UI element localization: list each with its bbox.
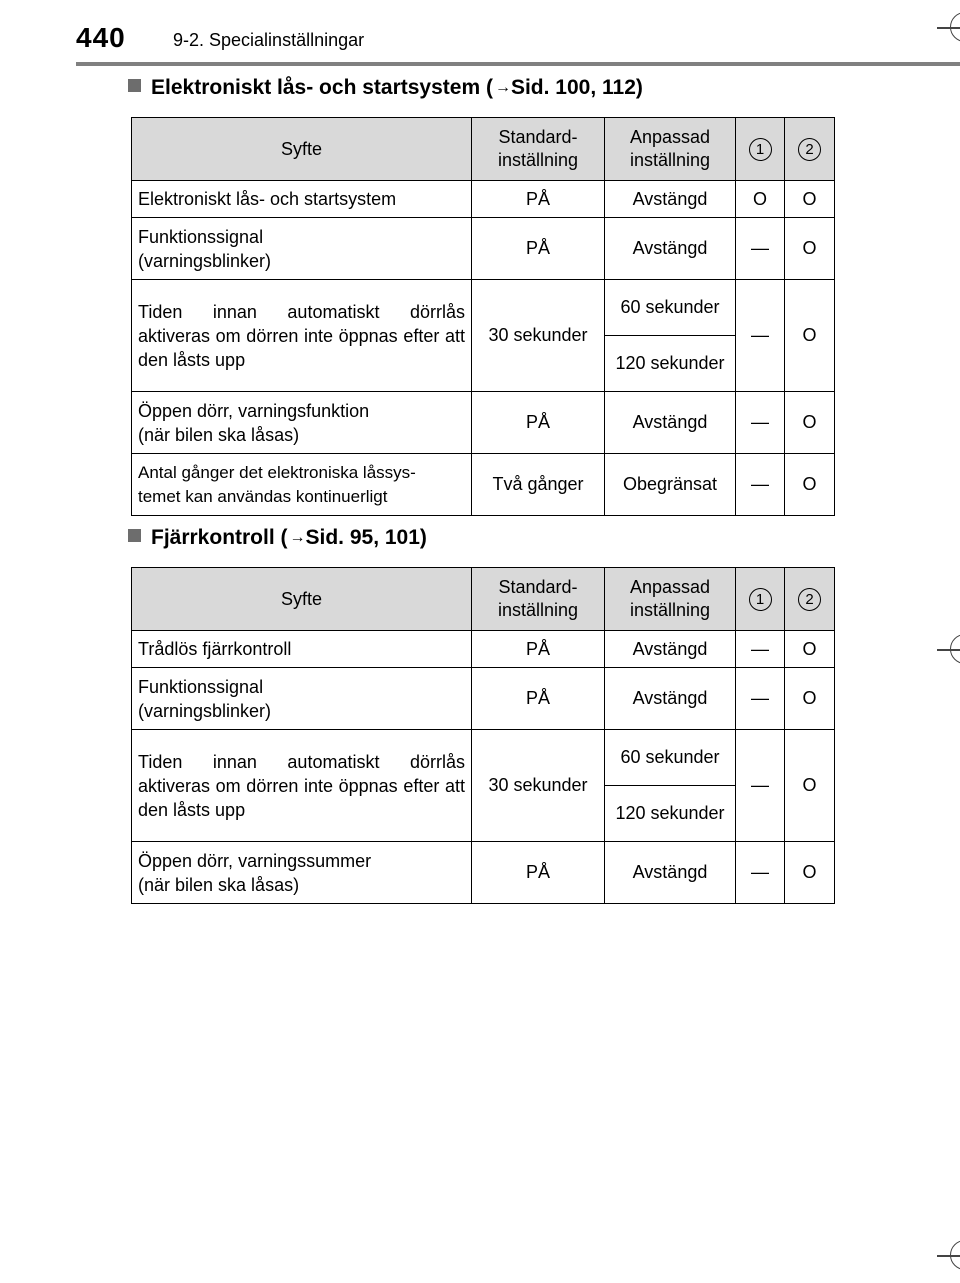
cell-custom: Avstängd — [605, 392, 736, 454]
cell-purpose: Funktionssignal (varningsblinker) — [132, 218, 472, 280]
option-120s: 120 sekunder — [605, 785, 735, 841]
col-method-1 — [736, 118, 785, 181]
square-bullet-icon — [128, 79, 141, 92]
col-method-2 — [785, 568, 835, 631]
col-method-1 — [736, 568, 785, 631]
cell-purpose: Trådlös fjärrkontroll — [132, 631, 472, 668]
cell-method-1: — — [736, 454, 785, 516]
arrow-icon: → — [494, 79, 511, 96]
cell-custom: Avstängd — [605, 668, 736, 730]
cell-method-2: O — [785, 454, 835, 516]
table-row — [132, 730, 835, 842]
cell-custom-options — [605, 280, 736, 392]
cell-method-2: O — [785, 668, 835, 730]
section-title-remote — [128, 526, 427, 550]
settings-table-smart-entry — [131, 117, 835, 516]
registration-mark-right — [950, 634, 960, 664]
cell-method-2: O — [785, 392, 835, 454]
cell-method-2: O — [785, 181, 835, 218]
cell-method-1: — — [736, 392, 785, 454]
page-number: 440 — [76, 22, 126, 53]
arrow-icon: → — [289, 529, 306, 546]
cell-default: 30 sekunder — [472, 730, 605, 842]
cell-purpose: Antal gånger det elektroniska låssys- temet kan användas kontinuerligt — [132, 454, 472, 516]
table-row — [132, 668, 835, 730]
registration-mark-top — [950, 12, 960, 42]
cell-custom: Avstängd — [605, 181, 736, 218]
cell-default: PÅ — [472, 842, 605, 904]
square-bullet-icon — [128, 529, 141, 542]
cell-method-1: — — [736, 842, 785, 904]
cell-purpose: Tiden innan automatiskt dörrlås aktiveras om dörren inte öppnas efter att den låsts upp — [132, 280, 472, 392]
header-rule — [76, 62, 960, 66]
option-60s: 60 sekunder — [620, 747, 720, 767]
cell-method-1: — — [736, 668, 785, 730]
section-title-smart-entry — [128, 76, 643, 100]
cell-method-2: O — [785, 218, 835, 280]
col-purpose: Syfte — [132, 118, 472, 181]
cell-custom: Obegränsat — [605, 454, 736, 516]
cell-purpose: Tiden innan automatiskt dörrlås aktiveras om dörren inte öppnas efter att den låsts upp — [132, 730, 472, 842]
circled-1-icon: 1 — [749, 138, 772, 161]
cell-custom: Avstängd — [605, 218, 736, 280]
cell-default: PÅ — [472, 392, 605, 454]
cell-custom: Avstängd — [605, 842, 736, 904]
table-header-row — [132, 568, 835, 631]
cell-purpose: Funktionssignal (varningsblinker) — [132, 668, 472, 730]
registration-mark-bottom — [950, 1240, 960, 1270]
cell-method-1: — — [736, 218, 785, 280]
cell-method-2: O — [785, 730, 835, 842]
cell-default: PÅ — [472, 631, 605, 668]
cell-method-1: O — [736, 181, 785, 218]
cell-default: PÅ — [472, 181, 605, 218]
cell-method-2: O — [785, 280, 835, 392]
option-60s: 60 sekunder — [620, 297, 720, 317]
cell-default: PÅ — [472, 218, 605, 280]
cell-method-1: — — [736, 631, 785, 668]
table-header-row — [132, 118, 835, 181]
settings-table-remote — [131, 567, 835, 904]
circled-2-icon: 2 — [798, 588, 821, 611]
cell-method-1: — — [736, 280, 785, 392]
col-purpose: Syfte — [132, 568, 472, 631]
col-default: Standard- inställning — [472, 568, 605, 631]
section-title-text: Elektroniskt lås- och startsystem ( — [151, 76, 493, 99]
cell-purpose: Öppen dörr, varningsfunktion (när bilen ska låsas) — [132, 392, 472, 454]
table-row — [132, 454, 835, 516]
table-row — [132, 280, 835, 392]
table-row — [132, 392, 835, 454]
section-page-ref: Sid. 100, 112) — [510, 76, 643, 99]
chapter-title: 9-2. Specialinställningar — [173, 30, 365, 50]
cell-default: Två gånger — [472, 454, 605, 516]
cell-custom-options — [605, 730, 736, 842]
circled-2-icon: 2 — [798, 138, 821, 161]
section-page-ref: Sid. 95, 101) — [305, 526, 427, 549]
cell-purpose: Öppen dörr, varningssummer (när bilen ska låsas) — [132, 842, 472, 904]
cell-custom: Avstängd — [605, 631, 736, 668]
cell-method-2: O — [785, 842, 835, 904]
table-row — [132, 218, 835, 280]
table-row — [132, 842, 835, 904]
cell-method-1: — — [736, 730, 785, 842]
table-row — [132, 631, 835, 668]
cell-method-2: O — [785, 631, 835, 668]
section-title-text: Fjärrkontroll ( — [151, 526, 288, 549]
col-custom: Anpassad inställning — [605, 118, 736, 181]
circled-1-icon: 1 — [749, 588, 772, 611]
cell-default: PÅ — [472, 668, 605, 730]
table-row — [132, 181, 835, 218]
option-120s: 120 sekunder — [605, 335, 735, 391]
cell-purpose: Elektroniskt lås- och startsystem — [132, 181, 472, 218]
col-default: Standard- inställning — [472, 118, 605, 181]
col-custom: Anpassad inställning — [605, 568, 736, 631]
cell-default: 30 sekunder — [472, 280, 605, 392]
col-method-2 — [785, 118, 835, 181]
